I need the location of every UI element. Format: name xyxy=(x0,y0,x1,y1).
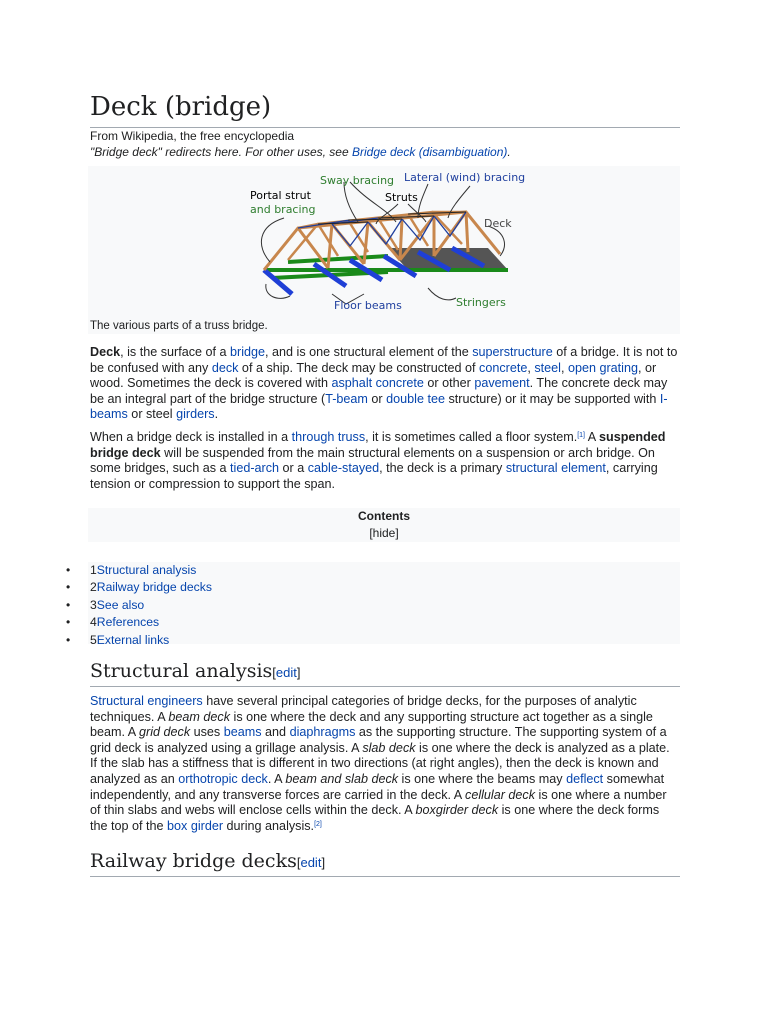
toc-hide-toggle[interactable]: [hide] xyxy=(369,526,399,540)
toc-item[interactable]: • 3See also xyxy=(66,597,145,612)
link-deflect[interactable]: deflect xyxy=(566,771,604,786)
section-heading-structural-analysis: Structural analysis[edit] xyxy=(90,658,680,687)
article-subtitle xyxy=(90,128,680,160)
link-pavement[interactable]: pavement xyxy=(474,376,530,391)
toc-box xyxy=(88,508,680,542)
link-orthotropic-deck[interactable]: orthotropic deck xyxy=(178,771,268,786)
toc-list xyxy=(66,562,680,647)
figure-caption: The various parts of a truss bridge. xyxy=(90,320,268,332)
section-heading-railway-bridge-decks: Railway bridge decks[edit] xyxy=(90,848,680,877)
link-diaphragms[interactable]: diaphragms xyxy=(289,725,356,740)
link-cable-stayed[interactable]: cable-stayed xyxy=(307,461,380,476)
label-deck: Deck xyxy=(484,217,512,230)
label-struts: Struts xyxy=(385,191,418,204)
link-through-truss[interactable]: through truss xyxy=(291,430,366,444)
toc-item[interactable]: • 1Structural analysis xyxy=(66,563,197,577)
structural-analysis-paragraph: Structural engineers have several principal categories of bridge decks, for the purposes of analytic techniques. A beam deck is one where the deck and any supporting structure act together as a single beam. A grid deck uses beams and diaphragms as the supporting structure. The supporting system of a grid deck is analyzed using a grillage analysis. A slab deck is one where the deck is analyzed as a plate. If the slab has a stiffness that is different in two directions (at right angles), then the deck is known and analyzed as an orthotropic deck. A beam and slab deck is one where the beams may deflect somewhat independently, and any transverse forces are carried in the deck. A cellular deck is one where a number of thin slabs and webs will enclose cells within the deck. A boxgirder deck is one where the deck forms the top of the box girder during analysis.[2] xyxy=(90,694,670,833)
link-concrete[interactable]: concrete xyxy=(479,360,528,375)
stringer xyxy=(288,256,388,262)
truss-bridge-diagram[interactable] xyxy=(88,166,680,316)
toc-item[interactable]: • 2Railway bridge decks xyxy=(66,580,212,595)
intro-paragraph-1: Deck, is the surface of a bridge, and is one structural element of the superstructure of a bridge. It is not to be confused with any deck of a ship. The deck may be constructed of concrete, steel, open grating, or wood. Sometimes the deck is covered with asphalt concrete or other pavement. The concrete deck may be an integral part of the bridge structure (T-beam or double tee structure) or it may be supported with I-beams or steel girders. xyxy=(90,345,678,422)
page-title: Deck (bridge) xyxy=(90,88,680,128)
link-double-tee[interactable]: double tee xyxy=(386,391,445,406)
truss-bridge-figure xyxy=(88,166,680,334)
hatnote-link[interactable]: Bridge deck (disambiguation) xyxy=(351,145,508,159)
link-tied-arch[interactable]: tied-arch xyxy=(230,461,280,476)
link-box-girder[interactable]: box girder xyxy=(167,818,224,833)
toc-item[interactable]: • 4References xyxy=(66,615,160,630)
link-bridge[interactable]: bridge xyxy=(230,345,266,359)
link-structural-engineers[interactable]: Structural engineers xyxy=(90,694,203,708)
link-t-beam[interactable]: T-beam xyxy=(325,391,368,406)
label-portal-strut: Portal strut xyxy=(250,189,311,202)
intro-paragraph-2: When a bridge deck is installed in a through truss, it is sometimes called a floor system.[1] A suspended bridge deck will be suspended from the main structural elements on a suspension or arch bridge. On some bridges, such as a tied-arch or a cable-stayed, the deck is a primary structural element, carrying tension or compression to support the span. xyxy=(90,430,666,491)
edit-link-label: edit xyxy=(300,855,322,870)
label-sway-bracing: Sway bracing xyxy=(320,174,395,187)
link-beams[interactable]: beams xyxy=(223,725,262,740)
link-steel[interactable]: steel xyxy=(534,360,561,375)
link-asphalt-concrete[interactable]: asphalt concrete xyxy=(331,376,424,391)
link-open-grating[interactable]: open grating xyxy=(567,360,638,375)
link-deck-ship[interactable]: deck xyxy=(211,360,239,375)
label-lateral-bracing: Lateral (wind) bracing xyxy=(404,171,526,184)
ref-2[interactable]: [2] xyxy=(314,820,322,828)
edit-link-label: edit xyxy=(275,665,297,680)
toc-heading: Contents xyxy=(358,509,410,523)
label-floor-beams: Floor beams xyxy=(334,299,402,312)
toc-item[interactable]: • 5External links xyxy=(66,632,170,647)
tagline: From Wikipedia, the free encyclopedia xyxy=(90,129,295,143)
edit-link[interactable]: [edit] xyxy=(272,665,301,680)
ref-1[interactable]: [1] xyxy=(577,432,585,439)
link-structural-element[interactable]: structural element xyxy=(505,461,606,476)
label-portal-bracing: and bracing xyxy=(250,203,316,216)
hatnote: "Bridge deck" redirects here. For other uses, see Bridge deck (disambiguation). xyxy=(90,145,511,159)
label-stringers: Stringers xyxy=(456,296,506,309)
edit-link[interactable]: [edit] xyxy=(296,855,326,870)
link-i-beams[interactable]: I-beams xyxy=(90,391,668,422)
link-girders[interactable]: girders xyxy=(176,407,215,422)
link-superstructure[interactable]: superstructure xyxy=(472,345,553,359)
